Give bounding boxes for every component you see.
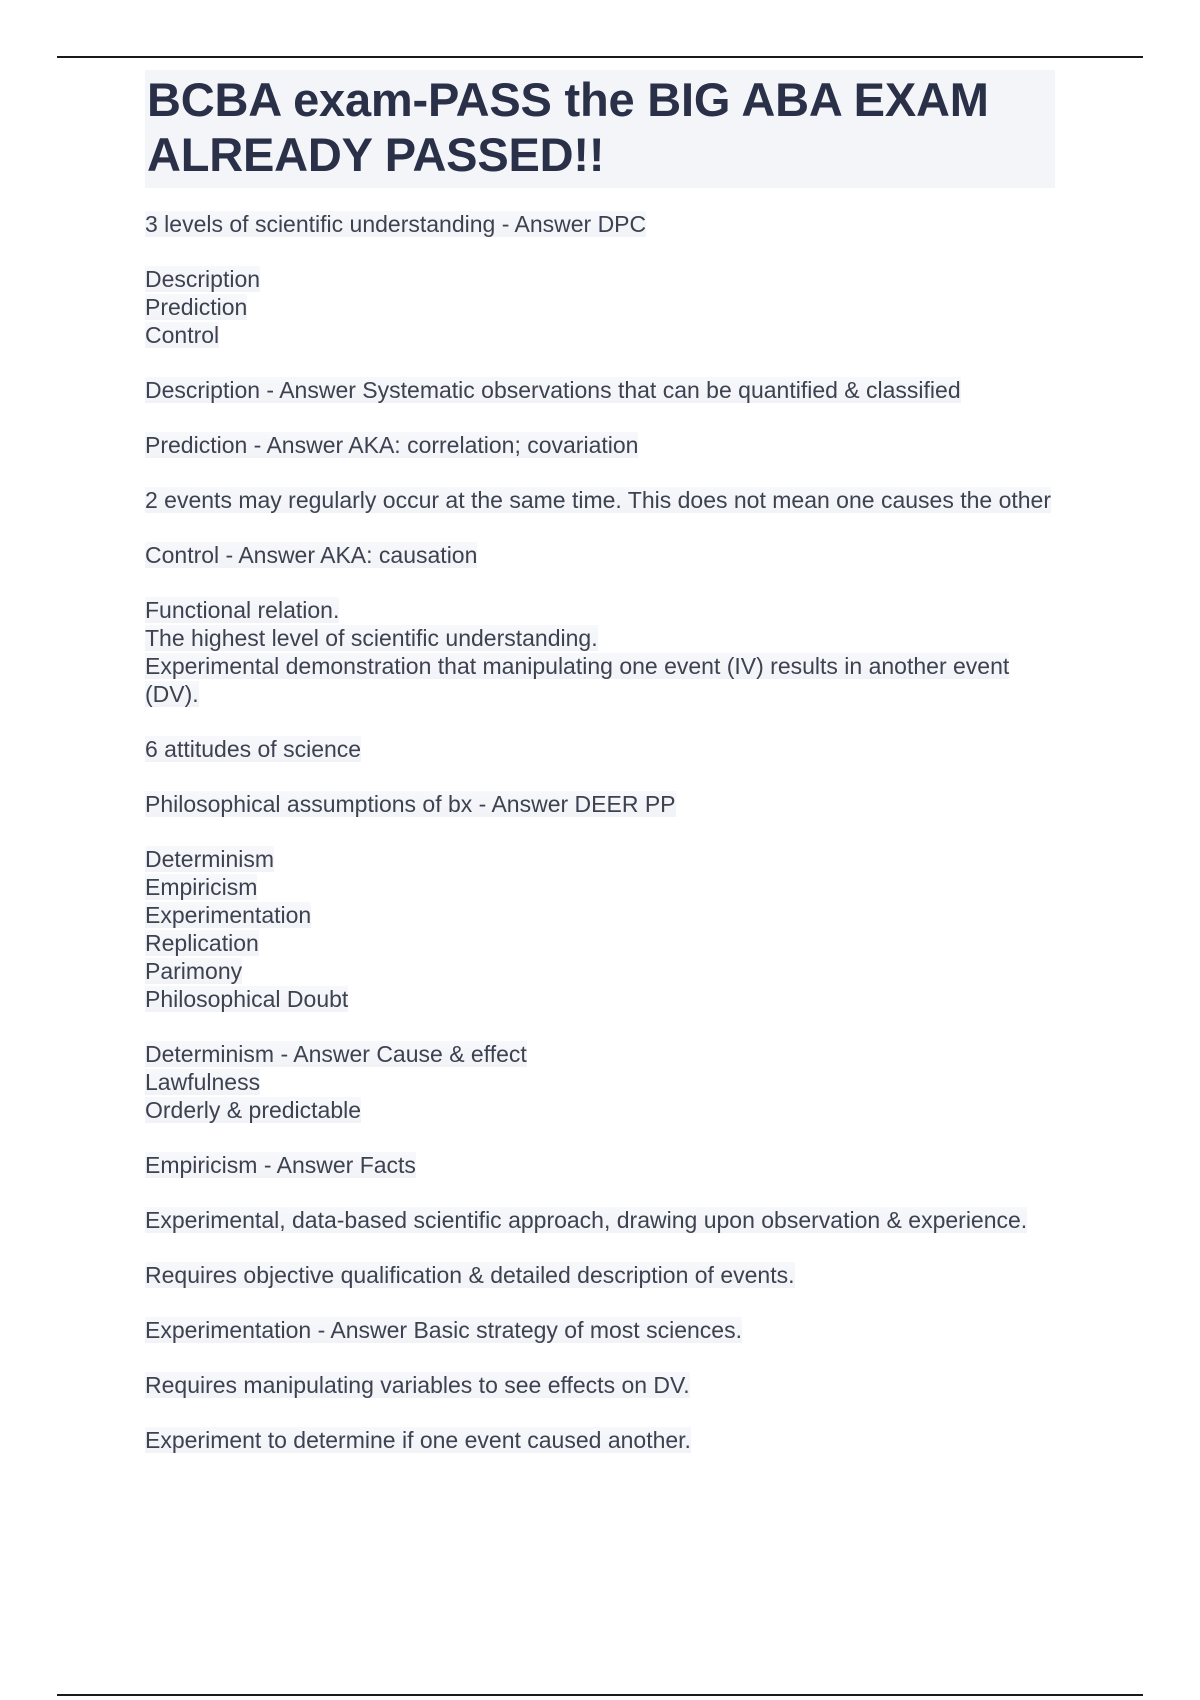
text-line: Description (145, 266, 261, 292)
text-block (145, 1040, 1055, 1124)
text-line: Functional relation. (145, 597, 340, 623)
text-line: Experimentation - Answer Basic strategy of most sciences. (145, 1317, 742, 1343)
text-line: Determinism - Answer Cause & effect (145, 1041, 527, 1067)
text-line: Prediction (145, 294, 248, 320)
text-block (145, 735, 1055, 763)
text-block (145, 210, 1055, 238)
text-block (145, 1261, 1055, 1289)
text-line: Prediction - Answer AKA: correlation; covariation (145, 432, 639, 458)
text-block (145, 376, 1055, 404)
text-block (145, 1426, 1055, 1454)
text-line: Experimental, data-based scientific approach, drawing upon observation & experience. (145, 1207, 1028, 1233)
document-body (145, 70, 1055, 1481)
text-block (145, 486, 1055, 514)
top-rule (57, 56, 1143, 58)
text-line: Experimental demonstration that manipulating one event (IV) results in another event (DV). (145, 653, 1010, 707)
text-line: Requires objective qualification & detailed description of events. (145, 1262, 795, 1288)
text-line: Experiment to determine if one event caused another. (145, 1427, 691, 1453)
text-block (145, 790, 1055, 818)
text-block (145, 1371, 1055, 1399)
text-line: Empiricism - Answer Facts (145, 1152, 416, 1178)
document-title: BCBA exam-PASS the BIG ABA EXAM ALREADY PASSED!! (147, 73, 989, 181)
text-line: Description - Answer Systematic observations that can be quantified & classified (145, 377, 961, 403)
text-block (145, 1151, 1055, 1179)
text-block (145, 265, 1055, 349)
text-line: 3 levels of scientific understanding - Answer DPC (145, 211, 647, 237)
text-line: Replication (145, 930, 259, 956)
title-box (145, 70, 1055, 188)
text-block (145, 845, 1055, 1013)
text-line: 2 events may regularly occur at the same time. This does not mean one causes the other (145, 487, 1051, 513)
text-block (145, 541, 1055, 569)
text-line: Philosophical Doubt (145, 986, 349, 1012)
text-block (145, 1316, 1055, 1344)
text-block (145, 431, 1055, 459)
text-line: Control (145, 322, 220, 348)
text-line: Empiricism (145, 874, 258, 900)
text-line: Philosophical assumptions of bx - Answer DEER PP (145, 791, 676, 817)
text-line: The highest level of scientific understanding. (145, 625, 598, 651)
text-line: Orderly & predictable (145, 1097, 362, 1123)
text-line: Determinism (145, 846, 275, 872)
text-line: Control - Answer AKA: causation (145, 542, 478, 568)
text-line: Lawfulness (145, 1069, 261, 1095)
bottom-rule (57, 1694, 1143, 1696)
text-block (145, 596, 1055, 708)
text-line: Parimony (145, 958, 243, 984)
text-line: Experimentation (145, 902, 312, 928)
text-block (145, 1206, 1055, 1234)
text-line: 6 attitudes of science (145, 736, 362, 762)
text-line: Requires manipulating variables to see effects on DV. (145, 1372, 690, 1398)
